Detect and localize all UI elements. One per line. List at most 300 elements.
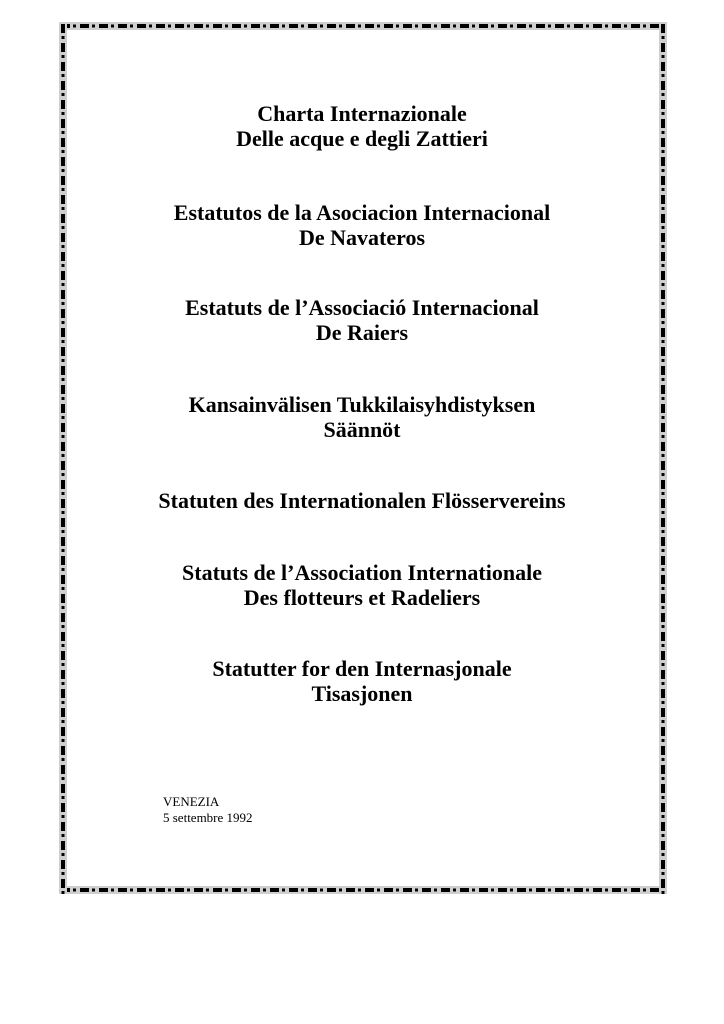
border-dash: [61, 176, 65, 185]
border-dash: [661, 879, 665, 888]
border-dot: [662, 454, 665, 457]
border-dash: [631, 24, 640, 28]
border-dash: [365, 24, 374, 28]
border-dash: [661, 366, 665, 375]
place-date-block: [163, 794, 253, 826]
border-dot: [62, 492, 65, 495]
border-dot: [62, 397, 65, 400]
border-dot: [415, 25, 418, 28]
border-dot: [225, 25, 228, 28]
border-dot: [662, 815, 665, 818]
border-dash: [574, 888, 583, 892]
border-dot: [662, 530, 665, 533]
title-line: Statutter for den Internasjonale: [212, 656, 512, 681]
border-dash: [555, 24, 564, 28]
border-dash: [661, 271, 665, 280]
border-dot: [662, 701, 665, 704]
border-dot: [377, 889, 380, 892]
border-dash: [61, 727, 65, 736]
border-dot: [62, 454, 65, 457]
title-catalan: [100, 295, 624, 345]
border-dash: [61, 632, 65, 641]
border-dot: [149, 889, 152, 892]
border-dot: [510, 25, 513, 28]
place-text: VENEZIA: [163, 794, 220, 809]
border-dash: [61, 214, 65, 223]
border-dash: [61, 62, 65, 71]
border-dot: [358, 889, 361, 892]
border-dash: [61, 480, 65, 489]
title-french: [100, 560, 624, 610]
title-line: Tisasjonen: [311, 681, 413, 706]
border-dash: [251, 888, 260, 892]
border-dash: [61, 746, 65, 755]
border-dash: [156, 888, 165, 892]
border-dot: [662, 378, 665, 381]
border-dash: [384, 24, 393, 28]
decorative-page-border: [59, 22, 667, 894]
border-dash: [118, 888, 127, 892]
border-dot: [62, 340, 65, 343]
border-dot: [62, 112, 65, 115]
border-dash: [308, 888, 317, 892]
border-dash: [137, 24, 146, 28]
title-line: Kansainvälisen Tukkilaisyhdistyksen: [188, 392, 536, 417]
border-dot: [529, 25, 532, 28]
border-dash: [661, 670, 665, 679]
border-dot: [62, 283, 65, 286]
border-dash: [251, 24, 260, 28]
border-dot: [168, 25, 171, 28]
border-dot: [491, 25, 494, 28]
border-dash: [99, 24, 108, 28]
border-dash: [61, 119, 65, 128]
border-dot: [225, 889, 228, 892]
border-dot: [662, 568, 665, 571]
border-dot: [377, 25, 380, 28]
border-dash: [365, 888, 374, 892]
border-dash: [327, 888, 336, 892]
border-dash: [661, 423, 665, 432]
border-dot: [62, 264, 65, 267]
title-line: Säännöt: [323, 417, 401, 442]
border-dot: [662, 872, 665, 875]
border-dot: [62, 511, 65, 514]
border-dot: [662, 473, 665, 476]
border-dash: [422, 24, 431, 28]
title-line: Estatutos de la Asociacion Internacional: [173, 200, 551, 225]
border-dash: [574, 24, 583, 28]
border-dot: [529, 889, 532, 892]
border-dot: [662, 644, 665, 647]
border-dot: [62, 55, 65, 58]
border-dash: [61, 442, 65, 451]
border-dash: [661, 138, 665, 147]
border-dot: [586, 889, 589, 892]
border-dash: [308, 24, 317, 28]
border-dash: [194, 24, 203, 28]
title-line: Des flotteurs et Radeliers: [243, 585, 481, 610]
border-dash: [661, 442, 665, 451]
title-norwegian: [100, 656, 624, 706]
border-dot: [662, 36, 665, 39]
border-dot: [472, 25, 475, 28]
title-line: Charta Internazionale: [257, 101, 467, 126]
border-top-pattern: [59, 22, 667, 30]
border-dot: [62, 644, 65, 647]
border-dot: [73, 25, 76, 28]
border-dot: [206, 889, 209, 892]
border-dot: [662, 264, 665, 267]
border-dash: [661, 746, 665, 755]
border-dot: [662, 226, 665, 229]
border-dash: [661, 556, 665, 565]
border-dot: [62, 93, 65, 96]
border-dot: [62, 625, 65, 628]
border-dot: [62, 302, 65, 305]
border-dash: [661, 860, 665, 869]
border-dash: [61, 138, 65, 147]
border-dot: [586, 25, 589, 28]
border-dot: [662, 606, 665, 609]
border-dot: [662, 150, 665, 153]
border-dash: [61, 860, 65, 869]
title-finnish: [100, 392, 624, 442]
border-dash: [61, 803, 65, 812]
border-dot: [62, 853, 65, 856]
border-dash: [232, 24, 241, 28]
border-dash: [61, 613, 65, 622]
border-dot: [62, 188, 65, 191]
border-dash: [61, 24, 65, 33]
border-dot: [187, 889, 190, 892]
border-dot: [130, 889, 133, 892]
border-dot: [62, 169, 65, 172]
border-dot: [662, 416, 665, 419]
border-dot: [149, 25, 152, 28]
title-line: Statuten des Internationalen Flösservereins: [158, 488, 566, 513]
border-dot: [62, 549, 65, 552]
border-dot: [320, 25, 323, 28]
border-dash: [661, 119, 665, 128]
border-dash: [555, 888, 564, 892]
border-dot: [263, 25, 266, 28]
border-right-pattern: [659, 22, 667, 894]
border-dash: [536, 24, 545, 28]
border-dash: [118, 24, 127, 28]
border-right: [659, 22, 667, 894]
border-dash: [61, 347, 65, 356]
border-dash: [422, 888, 431, 892]
border-dot: [339, 889, 342, 892]
border-dot: [624, 25, 627, 28]
border-dot: [662, 834, 665, 837]
border-dash: [61, 423, 65, 432]
border-dash: [661, 594, 665, 603]
border-dash: [661, 499, 665, 508]
border-dash: [61, 81, 65, 90]
title-line: Delle acque e degli Zattieri: [236, 126, 488, 151]
border-dot: [548, 25, 551, 28]
border-dot: [662, 435, 665, 438]
border-dash: [61, 765, 65, 774]
border-dash: [661, 575, 665, 584]
border-dot: [662, 758, 665, 761]
border-dot: [662, 321, 665, 324]
border-dash: [661, 62, 665, 71]
border-dash: [61, 575, 65, 584]
border-dot: [187, 25, 190, 28]
border-dot: [643, 889, 646, 892]
border-dash: [661, 157, 665, 166]
title-line: Estatuts de l’Associació Internacional: [185, 295, 539, 320]
border-dot: [62, 872, 65, 875]
border-dot: [62, 359, 65, 362]
border-dot: [662, 492, 665, 495]
border-dash: [61, 841, 65, 850]
border-dot: [624, 889, 627, 892]
border-dot: [73, 889, 76, 892]
border-dot: [662, 55, 665, 58]
border-dot: [320, 889, 323, 892]
border-dash: [61, 499, 65, 508]
border-dot: [62, 473, 65, 476]
border-dot: [62, 796, 65, 799]
border-dash: [61, 556, 65, 565]
border-dash: [61, 366, 65, 375]
border-dot: [339, 25, 342, 28]
border-dot: [662, 340, 665, 343]
border-dot: [62, 606, 65, 609]
border-dash: [479, 888, 488, 892]
border-dot: [168, 889, 171, 892]
border-dash: [61, 537, 65, 546]
border-dash: [661, 404, 665, 413]
border-dot: [62, 416, 65, 419]
border-dash: [441, 24, 450, 28]
border-dot: [662, 720, 665, 723]
border-dash: [479, 24, 488, 28]
border-dot: [62, 739, 65, 742]
border-dot: [662, 207, 665, 210]
title-german: [100, 488, 624, 513]
border-dash: [661, 632, 665, 641]
border-dot: [62, 834, 65, 837]
border-dot: [662, 245, 665, 248]
border-dash: [661, 252, 665, 261]
border-dash: [61, 784, 65, 793]
border-dot: [111, 889, 114, 892]
border-left: [59, 22, 67, 894]
border-dash: [61, 309, 65, 318]
border-dot: [206, 25, 209, 28]
border-dot: [62, 36, 65, 39]
border-dot: [62, 226, 65, 229]
border-dash: [661, 309, 665, 318]
title-line: Statuts de l’Association Internationale: [182, 560, 542, 585]
border-dash: [346, 24, 355, 28]
border-dash: [61, 461, 65, 470]
border-dash: [270, 24, 279, 28]
border-dash: [156, 24, 165, 28]
border-dash: [175, 24, 184, 28]
border-dot: [301, 25, 304, 28]
border-dot: [92, 889, 95, 892]
border-dash: [61, 100, 65, 109]
border-dot: [605, 25, 608, 28]
border-dash: [661, 100, 665, 109]
border-dash: [661, 651, 665, 660]
border-dot: [111, 25, 114, 28]
title-line: De Navateros: [298, 225, 426, 250]
border-dash: [61, 404, 65, 413]
date-text: 5 settembre 1992: [163, 810, 253, 825]
border-dot: [662, 74, 665, 77]
title-italian: [100, 101, 624, 151]
border-dot: [62, 74, 65, 77]
border-dot: [453, 889, 456, 892]
border-dot: [662, 93, 665, 96]
border-dash: [289, 888, 298, 892]
border-dot: [567, 25, 570, 28]
border-dash: [593, 24, 602, 28]
border-dash: [612, 888, 621, 892]
border-dot: [415, 889, 418, 892]
border-bottom-pattern: [59, 886, 667, 894]
border-dash: [661, 214, 665, 223]
border-dash: [661, 537, 665, 546]
border-dot: [92, 25, 95, 28]
border-dash: [137, 888, 146, 892]
border-dash: [661, 385, 665, 394]
border-dash: [661, 233, 665, 242]
border-dash: [61, 290, 65, 299]
border-dot: [567, 889, 570, 892]
border-dash: [661, 784, 665, 793]
border-dash: [403, 888, 412, 892]
border-dot: [662, 891, 665, 894]
border-dash: [498, 888, 507, 892]
border-dash: [661, 689, 665, 698]
border-dot: [62, 891, 65, 894]
border-dash: [213, 24, 222, 28]
border-dot: [244, 25, 247, 28]
border-bottom: [59, 886, 667, 894]
border-dash: [517, 24, 526, 28]
border-dash: [460, 24, 469, 28]
border-dash: [61, 195, 65, 204]
border-dot: [244, 889, 247, 892]
border-dot: [396, 889, 399, 892]
border-dot: [662, 112, 665, 115]
border-dot: [62, 321, 65, 324]
border-dash: [536, 888, 545, 892]
border-dash: [61, 670, 65, 679]
border-dot: [662, 663, 665, 666]
border-dash: [61, 689, 65, 698]
border-dash: [80, 888, 89, 892]
border-dash: [650, 24, 659, 28]
border-dot: [62, 207, 65, 210]
border-dash: [61, 328, 65, 337]
border-dot: [472, 889, 475, 892]
border-dot: [358, 25, 361, 28]
border-dash: [661, 461, 665, 470]
border-dash: [61, 651, 65, 660]
border-dash: [384, 888, 393, 892]
border-dash: [61, 157, 65, 166]
border-dot: [62, 777, 65, 780]
border-dash: [327, 24, 336, 28]
border-dot: [263, 889, 266, 892]
border-dash: [175, 888, 184, 892]
border-dash: [99, 888, 108, 892]
title-line: De Raiers: [315, 320, 409, 345]
border-left-pattern: [59, 22, 67, 894]
border-dot: [62, 568, 65, 571]
border-dot: [62, 720, 65, 723]
border-dot: [434, 889, 437, 892]
border-dot: [662, 625, 665, 628]
border-dot: [62, 682, 65, 685]
border-dash: [61, 518, 65, 527]
border-dash: [460, 888, 469, 892]
border-dot: [662, 283, 665, 286]
border-dash: [661, 822, 665, 831]
border-dash: [661, 613, 665, 622]
border-dot: [396, 25, 399, 28]
border-dot: [662, 549, 665, 552]
border-dot: [662, 853, 665, 856]
border-dot: [662, 777, 665, 780]
border-dot: [491, 889, 494, 892]
border-dash: [498, 24, 507, 28]
border-dash: [61, 822, 65, 831]
border-dash: [61, 233, 65, 242]
border-dot: [282, 889, 285, 892]
border-dot: [130, 25, 133, 28]
border-dot: [62, 131, 65, 134]
border-dot: [548, 889, 551, 892]
border-dot: [510, 889, 513, 892]
border-dash: [661, 727, 665, 736]
border-dash: [661, 176, 665, 185]
border-dash: [593, 888, 602, 892]
border-dash: [441, 888, 450, 892]
title-spanish: [100, 200, 624, 250]
border-dash: [661, 24, 665, 33]
border-dot: [662, 131, 665, 134]
border-dash: [61, 43, 65, 52]
border-dash: [61, 879, 65, 888]
border-dash: [194, 888, 203, 892]
border-dash: [346, 888, 355, 892]
border-dash: [661, 43, 665, 52]
border-dash: [661, 841, 665, 850]
border-dash: [650, 888, 659, 892]
border-top: [59, 22, 667, 30]
border-dot: [662, 682, 665, 685]
border-dash: [661, 518, 665, 527]
border-dash: [661, 347, 665, 356]
border-dot: [662, 796, 665, 799]
border-dot: [662, 188, 665, 191]
border-dot: [662, 302, 665, 305]
border-dash: [289, 24, 298, 28]
border-dash: [661, 81, 665, 90]
border-dot: [662, 169, 665, 172]
border-dash: [213, 888, 222, 892]
